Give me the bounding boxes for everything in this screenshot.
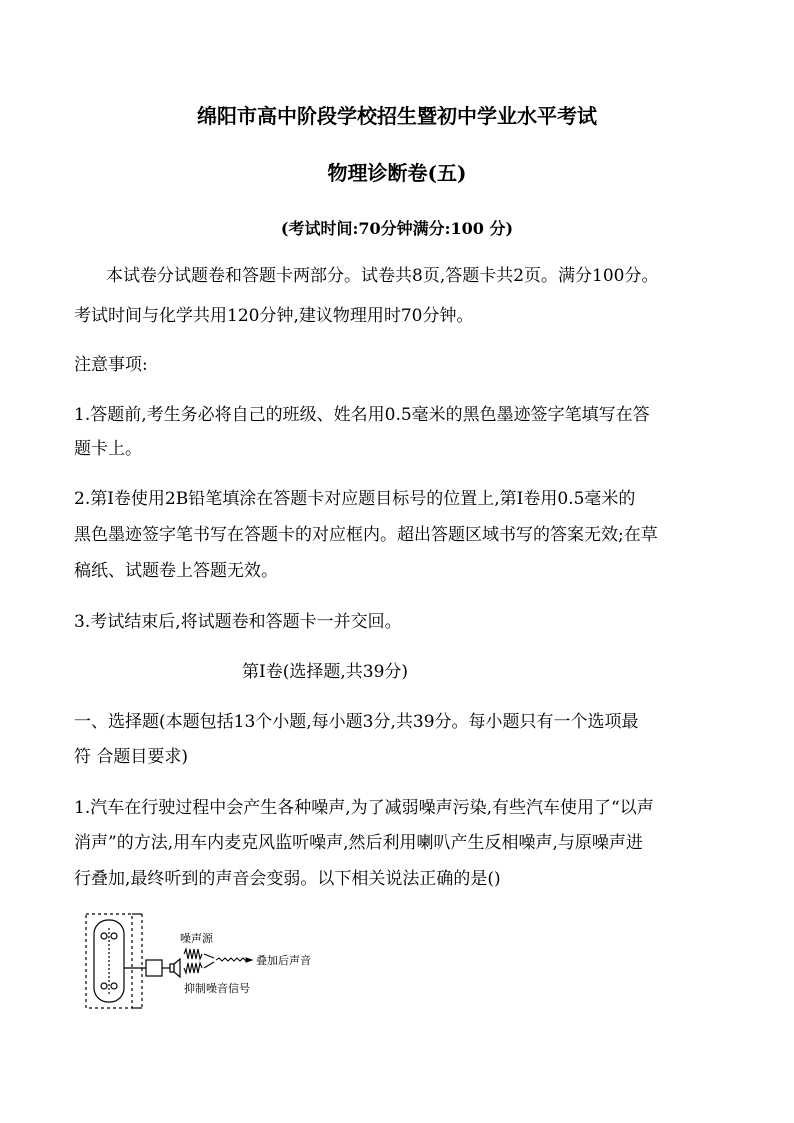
question-1-line-2: 消声”的方法,用车内麦克风监听噪声,然后利用喇叭产生反相噪声,与原噪声进 (74, 833, 643, 853)
question-1-line-1: 1.汽车在行驶过程中会产生各种噪声,为了减弱噪声污染,有些汽车使用了“以声 (74, 798, 654, 818)
anti-noise-wave-icon (184, 962, 214, 973)
intro-line-1: 本试卷分试题卷和答题卡两部分。试卷共8页,答题卡共2页。满分100分。 (106, 266, 659, 286)
section-title: 第Ⅰ卷(选择题,共39分) (242, 662, 409, 682)
noise-source-wave-icon (184, 949, 214, 959)
exam-time-info: (考试时间:70分钟满分:100 分) (280, 219, 514, 238)
combined-sound-wave-icon (216, 958, 252, 962)
combined-sound-label: 叠加后声音 (256, 954, 311, 967)
note-2-line-1: 2.第Ⅰ卷使用2B铅笔填涂在答题卡对应题目标号的位置上,第Ⅰ卷用0.5毫米的 (74, 489, 636, 509)
note-2-line-3: 稿纸、试题卷上答题无效。 (74, 561, 278, 581)
exam-subtitle: 物理诊断卷(五) (327, 161, 467, 185)
noise-cancellation-diagram (82, 908, 352, 1018)
exam-title: 绵阳市高中阶段学校招生暨初中学业水平考试 (197, 104, 597, 128)
note-1-line-1: 1.答题前,考生务必将自己的班级、姓名用0.5毫米的黑色墨迹签字笔填写在答 (74, 405, 650, 425)
question-1-line-3: 行叠加,最终听到的声音会变弱。以下相关说法正确的是() (74, 869, 501, 889)
intro-line-2: 考试时间与化学共用120分钟,建议物理用时70分钟。 (74, 306, 474, 326)
part-heading-line-1: 一、选择题(本题包括13个小题,每小题3分,共39分。每小题只有一个选项最 (74, 712, 639, 732)
speaker-icon (170, 959, 180, 977)
note-3: 3.考试结束后,将试题卷和答题卡一并交回。 (74, 612, 402, 632)
note-1-line-2: 题卡上。 (74, 439, 142, 459)
microphone-amplifier-box-icon (124, 960, 170, 976)
part-heading-line-2: 符 合题目要求) (74, 747, 189, 767)
notes-heading: 注意事项: (74, 355, 148, 375)
car-outline-icon (86, 914, 142, 1008)
note-2-line-2: 黑色墨迹签字笔书写在答题卡的对应框内。超出答题区域书写的答案无效;在草 (74, 525, 658, 545)
suppression-signal-label: 抑制噪音信号 (184, 982, 250, 995)
noise-source-label: 噪声源 (180, 932, 213, 945)
